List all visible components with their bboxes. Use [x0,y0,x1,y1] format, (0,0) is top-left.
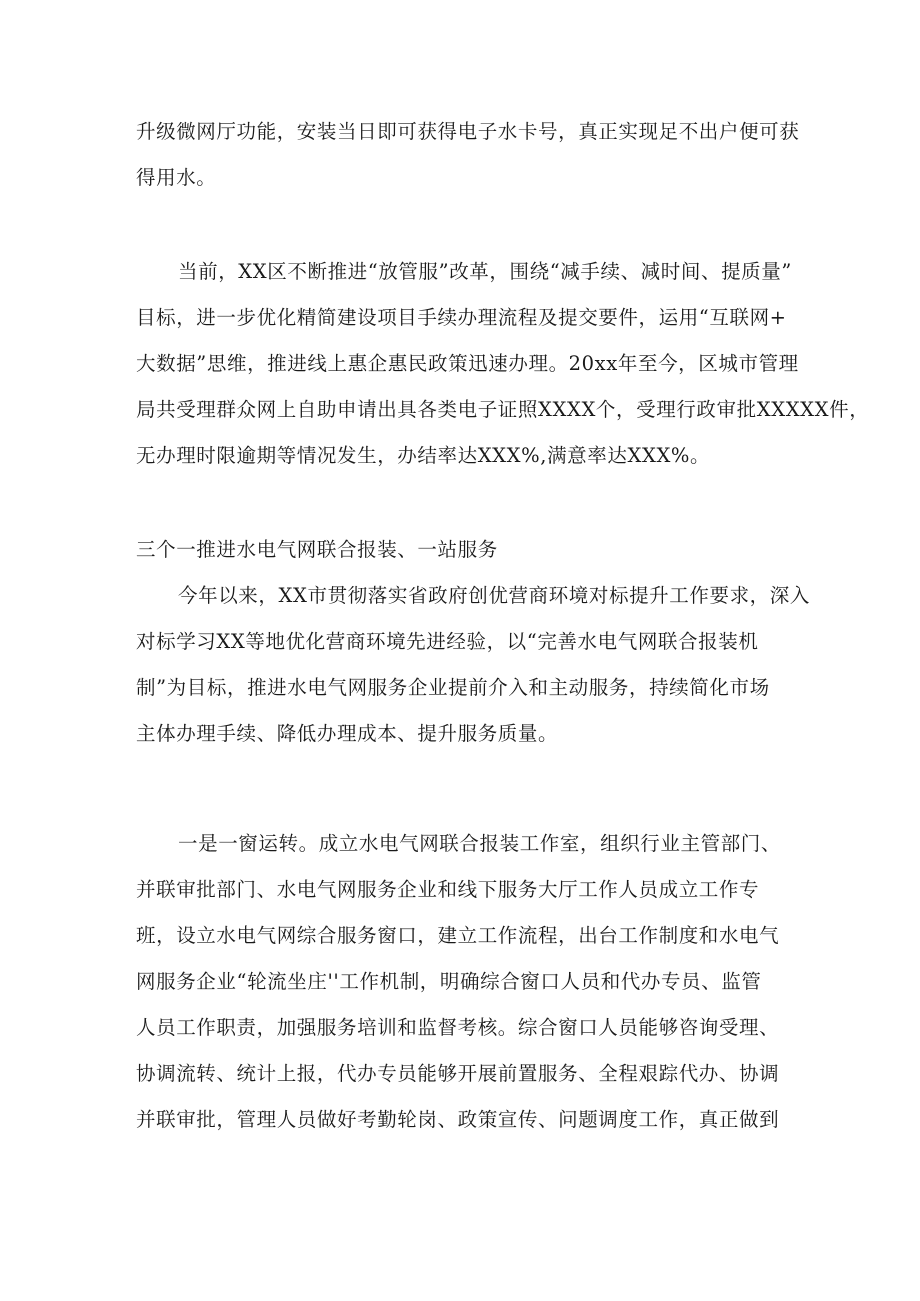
paragraph-3-line-3: 制”为目标，推进水电气网服务企业提前介入和主动服务，持续简化市场 [136,676,770,699]
paragraph-4-line-7: 并联审批，管理人员做好考勤轮岗、政策宣传、问题调度工作，真正做到 [136,1108,780,1131]
paragraph-4-line-6: 协调流转、统计上报，代办专员能够开展前置服务、全程艰踪代办、协调 [136,1062,780,1085]
paragraph-4-line-4: 网服务企业“轮流坐庄''工作机制，明确综合窗口人员和代办专员、监管 [136,970,762,993]
paragraph-3-line-4: 主体办理手续、降低办理成本、提升服务质量。 [136,722,559,745]
section-heading: 三个一推进水电气网联合报装、一站服务 [136,538,498,561]
paragraph-4-line-2: 并联审批部门、水电气网服务企业和线下服务大厅工作人员成立工作专 [136,878,760,901]
paragraph-2-line-4: 局共受理群众网上自助申请出具各类电子证照XXXX个，受理行政审批XXXXX件， [136,398,870,421]
paragraph-2-line-2: 目标，进一步优化精简建设项目手续办理流程及提交要件，运用“互联网+ [136,306,787,329]
paragraph-1-line-1: 升级微网厅功能，安装当日即可获得电子水卡号，真正实现足不出户便可获 [136,120,800,143]
paragraph-2-line-5: 无办理时限逾期等情况发生，办结率达XXX%,满意率达XXX%。 [136,444,711,467]
paragraph-4-line-1: 一是一窗运转。成立水电气网联合报装工作室，组织行业主管部门、 [178,832,782,855]
paragraph-3-line-2: 对标学习XX等地优化营商环境先进经验，以“完善水电气网联合报装机 [136,630,759,653]
paragraph-4-line-3: 班，设立水电气网综合服务窗口，建立工作流程，出台工作制度和水电气 [136,924,780,947]
paragraph-3-line-1: 今年以来，XX市贯彻落实省政府创优营商环境对标提升工作要求，深入 [178,584,810,607]
paragraph-4-line-5: 人员工作职责，加强服务培训和监督考核。综合窗口人员能够咨询受理、 [136,1016,780,1039]
paragraph-2-line-1: 当前，XX区不断推进“放管服”改革，围绕“减手续、减时间、提质量” [178,260,792,283]
paragraph-1-line-2: 得用水。 [136,166,217,189]
paragraph-2-line-3: 大数据”思维，推进线上惠企惠民政策迅速办理。20xx年至今，区城市管理 [136,352,799,375]
